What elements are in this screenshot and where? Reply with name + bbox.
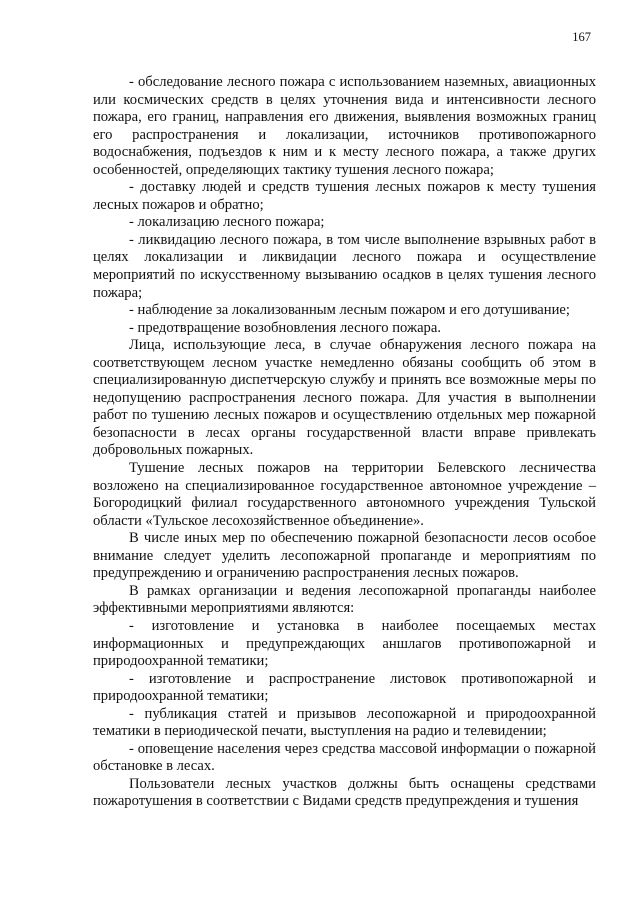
page-number: 167 [572, 30, 591, 44]
paragraph: - изготовление и установка в наиболее посещаемых местах информационных и предупреждающих аншлагов противопожарной и природоохранной тематики; [93, 617, 596, 670]
paragraph: В рамках организации и ведения лесопожарной пропаганды наиболее эффективными мероприятиями являются: [93, 582, 596, 617]
paragraph: - ликвидацию лесного пожара, в том числе выполнение взрывных работ в целях локализации и ликвидации лесного пожара и осуществление мероприятий по искусственному вызыванию осадков в целях тушения лесного пожара; [93, 231, 596, 301]
paragraph: - доставку людей и средств тушения лесных пожаров к месту тушения лесных пожаров и обратно; [93, 179, 596, 213]
paragraph: - оповещение населения через средства массовой информации о пожарной обстановке в лесах. [93, 740, 596, 775]
paragraph: Пользователи лесных участков должны быть оснащены средствами пожаротушения в соответствии с Видами средств предупреждения и тушения [93, 775, 596, 810]
paragraph: - локализацию лесного пожара; [129, 214, 325, 231]
paragraph: В числе иных мер по обеспечению пожарной безопасности лесов особое внимание следует уделить лесопожарной пропаганде и мероприятиям по предупреждению и ограничению распространения лесных пожаров. [93, 530, 596, 582]
paragraph: Тушение лесных пожаров на территории Белевского лесничества возложено на специализированное государственное автономное учреждение – Богородицкий филиал государственного автономного учреждения Тульской области «Тульское лесохозяйственное объединение». [93, 460, 596, 529]
paragraph: Лица, использующие леса, в случае обнаружения лесного пожара на соответствующем лесном участке немедленно обязаны сообщить об этом в специализированную диспетчерскую службу и принять все возможные меры по недопущению распространения лесного пожара. Для участия в выполнении работ по тушению лесных пожаров и осуществлению отдельных мер пожарной безопасности в лесах органы государственной власти вправе привлекать добровольных пожарных. [93, 337, 596, 459]
paragraph: - изготовление и распространение листовок противопожарной и природоохранной тематики; [93, 670, 596, 705]
body-text [93, 74, 596, 811]
paragraph: - публикация статей и призывов лесопожарной и природоохранной тематики в периодической печати, выступления на радио и телевидении; [93, 705, 596, 740]
paragraph: - предотвращение возобновления лесного пожара. [129, 319, 441, 336]
paragraph: - обследование лесного пожара с использованием наземных, авиационных или космических средств в целях уточнения вида и интенсивности лесного пожара, его границ, направления его движения, выявления возможных границ его распространения и локализации, источников противопожарного водоснабжения, подъездов к ним и к месту лесного пожара, а также других особенностей, определяющих тактику тушения лесного пожара; [93, 74, 596, 178]
paragraph: - наблюдение за локализованным лесным пожаром и его дотушивание; [129, 302, 570, 319]
